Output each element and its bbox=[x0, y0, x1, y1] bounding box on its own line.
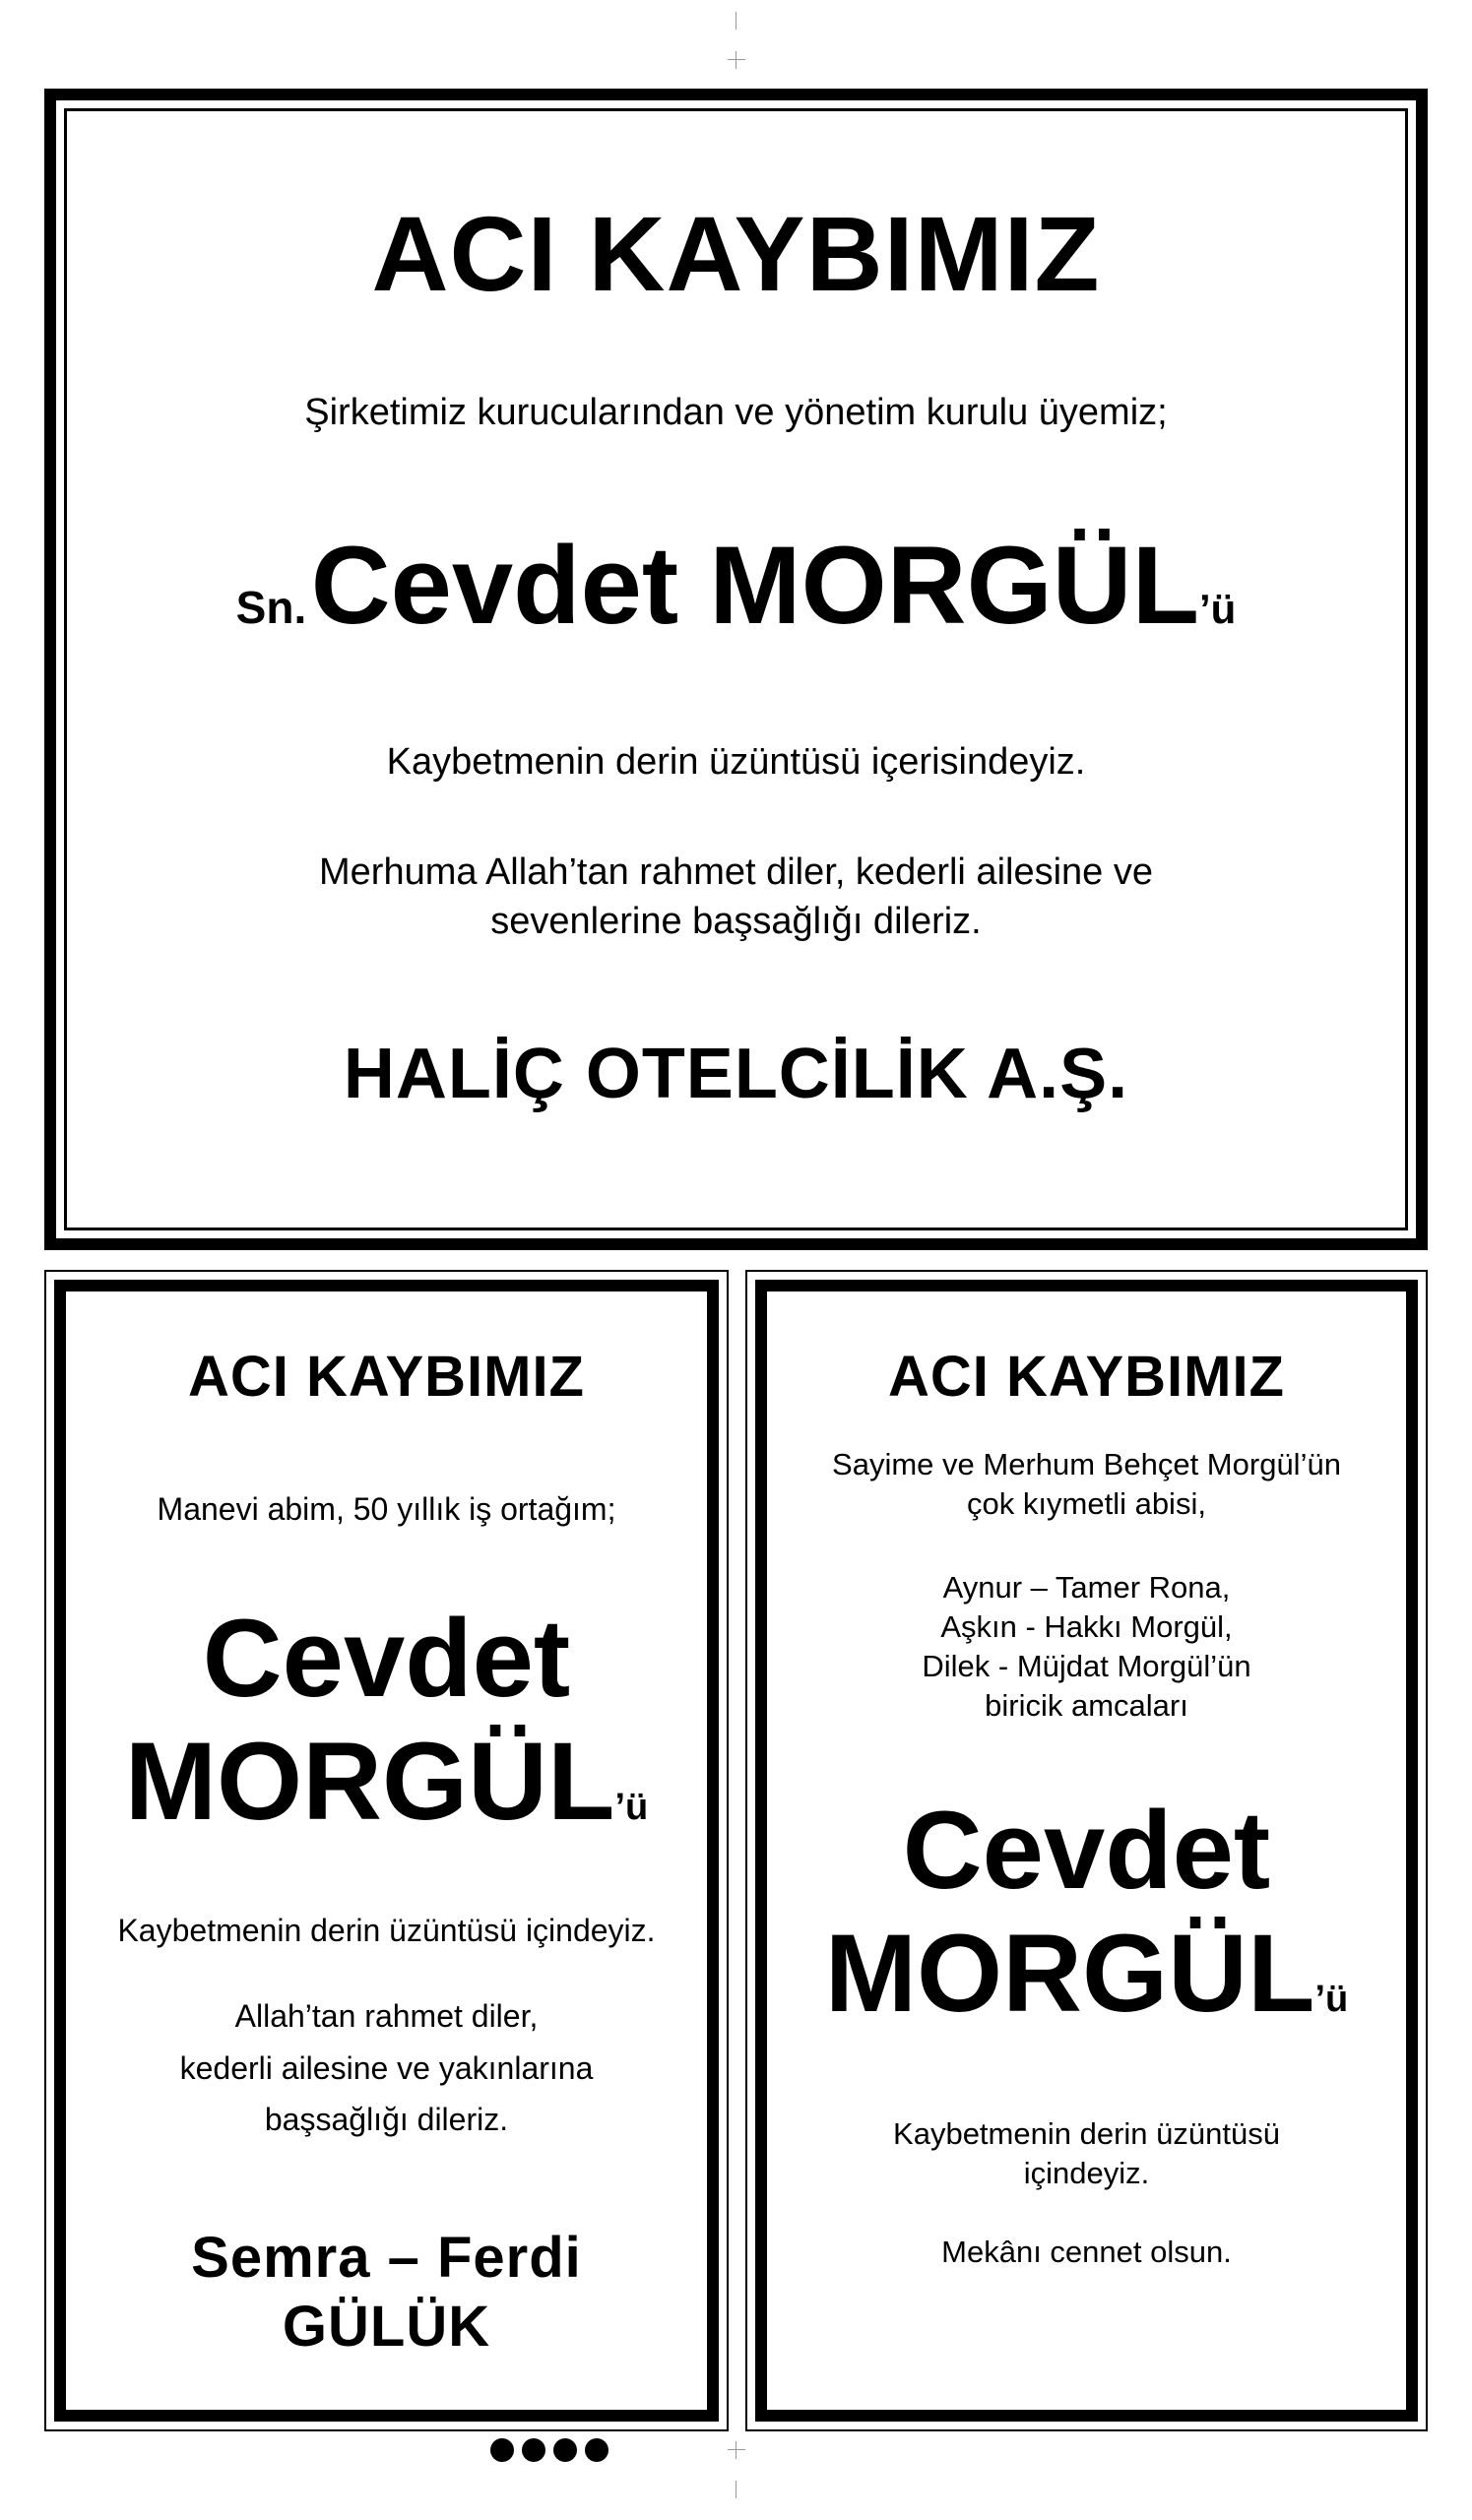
top-notice bbox=[44, 89, 1428, 1250]
left-notice-signature1: Semra – Ferdi bbox=[191, 2226, 582, 2290]
left-notice-line1: Kaybetmenin derin üzüntüsü içindeyiz. bbox=[117, 1913, 656, 1948]
top-notice-name: Cevdet MORGÜL bbox=[310, 524, 1199, 647]
right-notice-last-name-line bbox=[745, 1910, 1428, 2037]
left-notice-line4: başsağlığı dileriz. bbox=[264, 2102, 509, 2137]
right-notice-relative1: Aynur – Tamer Rona, bbox=[942, 1570, 1231, 1605]
left-notice-title: ACI KAYBIMIZ bbox=[188, 1345, 585, 1409]
right-notice-relative2: Aşkın - Hakkı Morgül, bbox=[940, 1609, 1233, 1644]
right-notice-title: ACI KAYBIMIZ bbox=[888, 1345, 1285, 1409]
right-notice-name-suffix: ’ü bbox=[1314, 1979, 1349, 2020]
top-notice-intro: Şirketimiz kurucularından ve yönetim kurulu üyemiz; bbox=[304, 392, 1168, 433]
dot-mark bbox=[553, 2438, 577, 2462]
right-notice-last-name: MORGÜL bbox=[824, 1912, 1315, 2035]
left-notice-first-name: Cevdet bbox=[202, 1597, 571, 1720]
registration-mark-top bbox=[728, 51, 745, 69]
right-notice-intro2: çok kıymetli abisi, bbox=[967, 1486, 1206, 1521]
left-notice-intro: Manevi abim, 50 yıllık iş ortağım; bbox=[157, 1491, 616, 1527]
bullet-dots-mark bbox=[490, 2438, 616, 2467]
left-notice-line3: kederli ailesine ve yakınlarına bbox=[179, 2050, 594, 2086]
top-notice-signature: HALİÇ OTELCİLİK A.Ş. bbox=[343, 1035, 1129, 1113]
right-notice-line2: içindeyiz. bbox=[1023, 2156, 1150, 2190]
right-notice bbox=[745, 1270, 1428, 2431]
top-notice-name-line bbox=[44, 522, 1428, 649]
dot-mark bbox=[585, 2438, 608, 2462]
top-notice-name-suffix: ’ü bbox=[1198, 586, 1237, 632]
right-notice-line1: Kaybetmenin derin üzüntüsü bbox=[893, 2116, 1280, 2151]
left-notice-last-name: MORGÜL bbox=[124, 1720, 615, 1843]
right-notice-first-name: Cevdet bbox=[902, 1789, 1271, 1912]
top-notice-title: ACI KAYBIMIZ bbox=[371, 194, 1101, 313]
dot-mark bbox=[490, 2438, 514, 2462]
left-notice-line2: Allah’tan rahmet diler, bbox=[234, 1998, 539, 2034]
right-notice-line3: Mekânı cennet olsun. bbox=[941, 2235, 1232, 2269]
top-notice-line2b: sevenlerine başsağlığı dileriz. bbox=[490, 901, 982, 942]
registration-mark-bottom bbox=[728, 2441, 745, 2459]
left-notice bbox=[44, 1270, 729, 2431]
right-notice-relative4: biricik amcaları bbox=[985, 1688, 1188, 1723]
right-notice-relative3: Dilek - Müjdat Morgül’ün bbox=[922, 1649, 1251, 1683]
dot-mark bbox=[522, 2438, 545, 2462]
left-notice-signature2: GÜLÜK bbox=[282, 2295, 491, 2359]
left-notice-last-name-line bbox=[44, 1718, 729, 1845]
top-notice-line1: Kaybetmenin derin üzüntüsü içerisindeyiz. bbox=[386, 741, 1086, 783]
left-notice-name-suffix: ’ü bbox=[614, 1787, 649, 1828]
top-notice-prefix: Sn. bbox=[235, 582, 307, 633]
right-notice-intro1: Sayime ve Merhum Behçet Morgül’ün bbox=[832, 1447, 1341, 1481]
top-notice-line2a: Merhuma Allah’tan rahmet diler, kederli ailesine ve bbox=[319, 851, 1153, 893]
